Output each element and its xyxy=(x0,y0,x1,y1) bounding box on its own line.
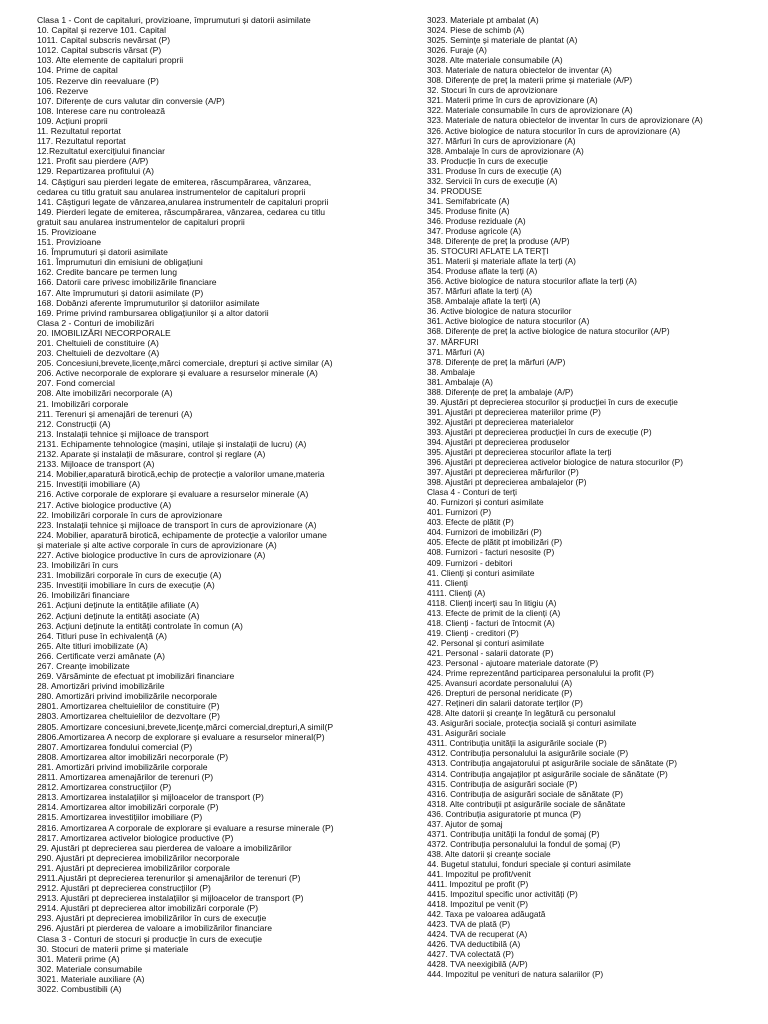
account-line: 358. Ambalaje aflate la terți (A) xyxy=(427,296,541,307)
account-line: 109. Acțiuni proprii xyxy=(37,115,108,126)
account-line: 4311. Contribuția unității la asigurările sociale (P) xyxy=(427,738,607,749)
account-line: 2133. Mijloace de transport (A) xyxy=(37,459,155,470)
account-line: 162. Credite bancare pe termen lung xyxy=(37,267,177,278)
account-line: 38. Ambalaje xyxy=(427,366,475,377)
account-line: 357. Mărfuri aflate la terți (A) xyxy=(427,286,533,297)
account-line: 1011. Capital subscris nevărsat (P) xyxy=(37,35,171,46)
account-line: 437. Ajutor de șomaj xyxy=(427,818,503,829)
account-line: 212. Construcții (A) xyxy=(37,418,111,429)
account-line: 30. Stocuri de materii prime și materiale xyxy=(37,943,189,954)
account-line: 4316. Contribuția de asigurări sociale de sănătate (P) xyxy=(427,788,624,799)
account-line: 327. Mărfuri în curs de aprovizionare (A) xyxy=(427,135,576,146)
account-line: 14. Câștiguri sau pierderi legate de emiterea, răscumpărarea, vânzarea, xyxy=(37,176,312,187)
account-line: 368. Diferențe de preț la active biologice de natura stocurilor (A/P) xyxy=(427,326,670,337)
account-line: 28. Amortizări privind imobilizările xyxy=(37,681,165,692)
account-line: 263. Acțiuni deținute la entități controlate în comun (A) xyxy=(37,620,243,631)
account-line: 381. Ambalaje (A) xyxy=(427,376,493,387)
account-line: 4423. TVA de plată (P) xyxy=(427,919,511,930)
account-line: 265. Alte titluri imobilizate (A) xyxy=(37,640,148,651)
account-line: 408. Furnizori - facturi nesosite (P) xyxy=(427,547,555,558)
account-line: 394. Ajustări pt deprecierea produselor xyxy=(427,436,570,447)
account-line: 215. Investiții imobiliare (A) xyxy=(37,479,141,490)
account-line: 2816. Amortizarea A corporale de explorare și evaluare a resurse minerale (P) xyxy=(37,822,334,833)
account-line: 3022. Combustibili (A) xyxy=(37,984,122,994)
account-line: 423. Personal - ajutoare materiale datorate (P) xyxy=(427,658,599,668)
account-line: 301. Materii prime (A) xyxy=(37,953,120,964)
account-line: 4111. Clienți (A) xyxy=(427,587,486,598)
account-line: 3024. Piese de schimb (A) xyxy=(427,25,525,36)
account-line: 378. Diferențe de preț la mărfuri (A/P) xyxy=(427,356,566,367)
account-line: 348. Diferențe de preț la produse (A/P) xyxy=(427,236,570,247)
account-line: 29. Ajustări pt deprecierea sau pierderea de valoare a imobilizărilor xyxy=(37,842,292,853)
account-line: 26. Imobilizări financiare xyxy=(37,590,130,601)
account-line: 40. Furnizori și conturi asimilate xyxy=(427,497,544,508)
account-line: 43. Asigurări sociale, protecția socială și conturi asimilate xyxy=(427,718,637,729)
account-line: 361. Active biologice de natura stocurilor (A) xyxy=(427,316,590,327)
account-line: 3028. Alte materiale consumabile (A) xyxy=(427,55,563,66)
account-line: 11. Rezultatul reportat xyxy=(37,126,121,137)
account-line: 2914. Ajustări pt deprecierea altor imobilizări corporale (P) xyxy=(37,903,259,914)
account-line: 3026. Furaje (A) xyxy=(427,45,487,56)
account-line: 427. Rețineri din salarii datorate terților (P) xyxy=(427,698,583,709)
account-line: 2807. Amortizarea fondului comercial (P) xyxy=(37,741,193,752)
account-line: 104. Prime de capital xyxy=(37,65,118,76)
account-line: 326. Active biologice de natura stocurilor în curs de aprovizionare (A) xyxy=(427,125,681,136)
account-line: 166. Datorii care privesc imobilizările financiare xyxy=(37,277,217,288)
account-line: 3025. Semințe și materiale de plantat (A) xyxy=(427,35,578,46)
account-line: 201. Cheltuieli de constituire (A) xyxy=(37,338,159,348)
account-line: 413. Efecte de primit de la clienți (A) xyxy=(427,607,561,618)
account-line: 396. Ajustări pt deprecierea activelor biologice de natura stocurilor (P) xyxy=(427,457,683,468)
account-line: 4118. Clienți incerți sau în litigiu (A) xyxy=(427,597,557,608)
account-line: 397. Ajustări pt deprecierea mărfurilor (P) xyxy=(427,467,579,478)
account-line: 332. Servicii în curs de execuție (A) xyxy=(427,175,558,186)
account-line: 393. Ajustări pt deprecierea producției în curs de execuție (P) xyxy=(427,426,652,437)
account-line: 3023. Materiale pt ambalat (A) xyxy=(427,15,539,25)
account-line: 419. Clienți - creditori (P) xyxy=(427,627,519,638)
account-line: 2811. Amortizarea amenajărilor de terenuri (P) xyxy=(37,772,214,783)
account-line: 217. Active biologice productive (A) xyxy=(37,499,172,510)
account-line: 167. Alte împrumuturi și datorii asimilate (P) xyxy=(37,287,204,298)
account-line: 4312. Contribuția personalului la asigurările sociale (P) xyxy=(427,748,629,759)
account-line: 323. Materiale de natura obiectelor de inventar în curs de aprovizionare (A) xyxy=(427,115,703,126)
account-line: 398. Ajustări pt deprecierea ambalajelor (P) xyxy=(427,477,587,488)
account-line: 395. Ajustări pt deprecierea stocurilor aflate la terți xyxy=(427,447,612,458)
account-line: 421. Personal - salarii datorate (P) xyxy=(427,647,554,658)
account-line: 426. Drepturi de personal neridicate (P) xyxy=(427,688,573,699)
account-line: 20. IMOBILIZĂRI NECORPORALE xyxy=(37,327,171,338)
account-line: 216. Active corporale de explorare și evaluare a resurselor minerale (A) xyxy=(37,489,309,500)
account-line: 203. Cheltuieli de dezvoltare (A) xyxy=(37,348,160,359)
account-line: și materiale și alte active corporale în curs de aprovizionare (A) xyxy=(37,539,277,550)
account-line: 391. Ajustări pt deprecierea materiilor prime (P) xyxy=(427,406,601,417)
account-line: 354. Produse aflate la terți (A) xyxy=(427,266,538,277)
account-line: 2808. Amortizarea altor imobilizări necorporale (P) xyxy=(37,751,229,762)
account-line: 2913. Ajustări pt deprecierea instalațiilor și mijloacelor de transport (P) xyxy=(37,893,304,904)
account-line: 207. Fond comercial xyxy=(37,378,115,389)
account-line: 42. Personal și conturi asimilate xyxy=(427,637,545,648)
account-line: 442. Taxa pe valoarea adăugată xyxy=(427,909,546,920)
account-line: 4428. TVA neexigibilă (A/P) xyxy=(427,959,528,970)
account-line: 106. Rezerve xyxy=(37,85,89,96)
account-line: 296. Ajustări pt pierderea de valoare a imobilizărilor financiare xyxy=(37,923,273,934)
account-line: 356. Active biologice de natura stocurilor aflate la terți (A) xyxy=(427,276,637,287)
account-line: 328. Ambalaje în curs de aprovizionare (A) xyxy=(427,145,584,156)
account-line: 280. Amortizări privind imobilizările necorporale xyxy=(37,691,218,702)
account-line: 418. Clienți - facturi de întocmit (A) xyxy=(427,617,555,628)
account-line: 444. Impozitul pe venituri de natura salariilor (P) xyxy=(427,969,604,980)
account-line: 168. Dobânzi aferente împrumuturilor și datoriilor asimilate xyxy=(37,297,260,308)
account-line: 347. Produse agricole (A) xyxy=(427,225,522,236)
account-line: 331. Produse în curs de execuție (A) xyxy=(427,165,562,176)
account-line: Clasa 2 - Conturi de imobilizări xyxy=(37,317,155,328)
account-line: 235. Investiții imobiliare în curs de execuție (A) xyxy=(37,580,215,591)
account-line: 121. Profit sau pierdere (A/P) xyxy=(37,156,149,167)
account-line: 1012. Capital subscris vărsat (P) xyxy=(37,45,162,56)
account-line: 2812. Amortizarea construcțiilor (P) xyxy=(37,782,172,793)
account-line: 2806.Amortizarea A necorp de explorare și evaluare a resurselor mineral(P) xyxy=(37,731,325,742)
account-line: 105. Rezerve din reevaluare (P) xyxy=(37,75,159,86)
account-line: 21. Imobilizări corporale xyxy=(37,398,129,409)
account-line: 346. Produse reziduale (A) xyxy=(427,215,526,226)
account-line: 303. Materiale de natura obiectelor de inventar (A) xyxy=(427,65,612,76)
account-line: 36. Active biologice de natura stocurilor xyxy=(427,306,572,317)
account-line: 345. Produse finite (A) xyxy=(427,205,510,216)
account-line: 35. STOCURI AFLATE LA TERȚI xyxy=(427,246,549,257)
account-line: 108. Interese care nu controlează xyxy=(37,105,166,116)
account-line: 322. Materiale consumabile în curs de aprovizionare (A) xyxy=(427,105,633,116)
account-line: 4426. TVA deductibilă (A) xyxy=(427,939,521,950)
account-line: 16. Împrumuturi și datorii asimilate xyxy=(37,247,168,258)
account-line: 281. Amortizări privind imobilizările corporale xyxy=(37,761,208,772)
account-line: 2814. Amortizarea altor imobilizări corporale (P) xyxy=(37,802,219,813)
account-line: 341. Semifabricate (A) xyxy=(427,195,510,206)
account-line: 405. Efecte de plătit pt imobilizări (P) xyxy=(427,537,563,548)
account-line: 401. Furnizori (P) xyxy=(427,507,492,518)
account-line: 388. Diferențe de preț la ambalaje (A/P) xyxy=(427,386,574,397)
account-line: 213. Instalații tehnice și mijloace de transport xyxy=(37,428,209,439)
account-line: 2131. Echipamente tehnologice (mașini, utilaje și instalații de lucru) (A) xyxy=(37,438,307,449)
account-line: 23. Imobilizări în curs xyxy=(37,560,119,571)
account-line: 4411. Impozitul pe profit (P) xyxy=(427,879,529,890)
account-line: 231. Imobilizări corporale în curs de execuție (A) xyxy=(37,570,222,581)
account-line: 262. Acțiuni deținute la entități asociate (A) xyxy=(37,610,200,621)
account-line: 22. Imobilizări corporale în curs de aprovizionare xyxy=(37,509,223,520)
account-line: 149. Pierderi legate de emiterea, răscumpărarea, vânzarea, cedarea cu titlu xyxy=(37,206,326,217)
account-line: 4313. Contribuția angajatorului pt asigurările sociale de sănătate (P) xyxy=(427,758,677,769)
account-line: 404. Furnizori de imobilizări (P) xyxy=(427,527,542,538)
account-line: 205. Concesiuni,brevete,licențe,mărci comerciale, drepturi și active similar (A) xyxy=(37,358,333,369)
account-line: 32. Stocuri în curs de aprovizionare xyxy=(427,85,558,96)
account-line: 107. Diferențe de curs valutar din conversie (A/P) xyxy=(37,95,225,106)
account-line: 261. Acțiuni deținute la entitățile afiliate (A) xyxy=(37,600,199,611)
account-line: 438. Alte datorii și creanțe sociale xyxy=(427,848,551,859)
account-line: 411. Clienți xyxy=(427,577,468,588)
account-line: 211. Terenuri și amenajări de terenuri (A) xyxy=(37,408,193,419)
account-line: 161. Împrumuturi din emisiuni de obligațiuni xyxy=(37,257,203,268)
account-line: 4418. Impozitul pe venit (P) xyxy=(427,899,528,910)
account-line: 436. Contribuția asiguratorie pt munca (P) xyxy=(427,808,582,819)
account-line: 293. Ajustări pt deprecierea imobilizărilor în curs de execuție xyxy=(37,913,267,924)
account-line: 208. Alte imobilizări necorporale (A) xyxy=(37,388,173,399)
account-line: 129. Repartizarea profitului (A) xyxy=(37,166,155,177)
account-line: 41. Clienți și conturi asimilate xyxy=(427,567,535,578)
right-account-column xyxy=(427,15,762,980)
account-line: 2911.Ajustări pt deprecierea terenurilor și amenajărilor de terenuri (P) xyxy=(37,872,301,883)
account-line: 2817. Amortizarea activelor biologice productive (P) xyxy=(37,832,234,843)
account-line: 151. Provizioane xyxy=(37,237,102,248)
account-line: 2815. Amortizarea investițiilor imobiliare (P) xyxy=(37,812,203,823)
account-line: 425. Avansuri acordate personalului (A) xyxy=(427,678,573,689)
account-line: 291. Ajustări pt deprecierea imobilizărilor corporale xyxy=(37,862,230,873)
account-line: 103. Alte elemente de capitaluri proprii xyxy=(37,55,184,66)
account-line: 4427. TVA colectată (P) xyxy=(427,949,514,960)
account-line: 371. Mărfuri (A) xyxy=(427,346,485,357)
account-line: 302. Materiale consumabile xyxy=(37,963,143,974)
account-line: 2801. Amortizarea cheltuielilor de constituire (P) xyxy=(37,701,220,712)
account-line: 424. Prime reprezentând participarea personalului la profit (P) xyxy=(427,668,654,679)
account-line: 2805. Amortizare concesiuni,brevete,licențe,mărci comercial,drepturi,A simil(P xyxy=(37,721,334,732)
account-line: Clasa 1 - Cont de capitaluri, provizioane, împrumuturi și datorii asimilate xyxy=(37,15,311,25)
account-line: 117. Rezultatul reportat xyxy=(37,136,126,147)
account-line: 33. Producție în curs de execuție xyxy=(427,155,548,166)
account-line: 308. Diferențe de preț la materii prime și materiale (A/P) xyxy=(427,75,633,86)
account-line: 169. Prime privind rambursarea obligațiunilor și a altor datorii xyxy=(37,307,269,318)
account-line: 4415. Impozitul specific unor activități (P) xyxy=(427,889,578,900)
account-line: 3021. Materiale auxiliare (A) xyxy=(37,973,145,984)
account-line: 10. Capital și rezerve 101. Capital xyxy=(37,25,166,36)
account-line: 12.Rezultatul exercițiului financiar xyxy=(37,146,166,157)
account-line: 214. Mobilier,aparatură birotică,echip de protecție a valorilor umane,materia xyxy=(37,469,325,480)
account-line: Clasa 3 - Conturi de stocuri și producție în curs de execuție xyxy=(37,933,262,944)
account-line: 15. Provizioane xyxy=(37,226,97,237)
account-line: 37. MĂRFURI xyxy=(427,336,479,347)
account-line: 409. Furnizori - debitori xyxy=(427,557,513,568)
account-line: 2803. Amortizarea cheltuielilor de dezvoltare (P) xyxy=(37,711,220,722)
account-line: 44. Bugetul statului, fonduri speciale și conturi asimilate xyxy=(427,858,631,869)
account-line: 441. Impozitul pe profit/venit xyxy=(427,868,531,879)
account-line: 266. Certificate verzi amânate (A) xyxy=(37,650,166,661)
account-line: 321. Materii prime în curs de aprovizionare (A) xyxy=(427,95,598,106)
account-line: 392. Ajustări pt deprecierea materialelor xyxy=(427,416,574,427)
account-line: 2132. Aparate și instalații de măsurare, control și reglare (A) xyxy=(37,449,266,460)
account-line: 223. Instalații tehnice și mijloace de transport în curs de aprovizionare (A) xyxy=(37,519,317,530)
account-line: 39. Ajustări pt deprecierea stocurilor și producției în curs de execuție xyxy=(427,396,678,407)
account-line: 224. Mobilier, aparatură birotică, echipamente de protecție a valorilor umane xyxy=(37,529,327,540)
account-line: 269. Vărsăminte de efectuat pt imobilizări financiare xyxy=(37,671,235,682)
account-line: 4315. Contribuția de asigurări sociale (P) xyxy=(427,778,578,789)
account-line: 290. Ajustări pt deprecierea imobilizărilor necorporale xyxy=(37,852,240,863)
account-line: 206. Active necorporale de explorare și evaluare a resurselor minerale (A) xyxy=(37,368,318,379)
left-account-column xyxy=(37,15,382,994)
account-line: 2912. Ajustări pt deprecierea construcțiilor (P) xyxy=(37,883,211,894)
account-line: 431. Asigurări sociale xyxy=(427,728,506,739)
account-line: 4371. Contribuția unității la fondul de șomaj (P) xyxy=(427,828,600,839)
account-line: 264. Titluri puse în echivalență (A) xyxy=(37,630,167,641)
account-line: 428. Alte datorii și creanțe în legătură cu personalul xyxy=(427,708,616,719)
account-line: 227. Active biologice productive în curs de aprovizionare (A) xyxy=(37,549,266,560)
account-line: 4424. TVA de recuperat (A) xyxy=(427,929,528,940)
account-line: 267. Creanțe imobilizate xyxy=(37,661,130,671)
account-line: 403. Efecte de plătit (P) xyxy=(427,517,514,528)
account-line: 4314. Contribuția angajaților pt asigurările sociale de sănătate (P) xyxy=(427,768,668,779)
account-line: Clasa 4 - Conturi de terți xyxy=(427,487,517,498)
account-line: 141. Câștiguri legate de vânzarea,anularea instrumentelr de capitaluri proprii xyxy=(37,196,329,207)
account-line: cedarea cu titlu gratuit sau anularea instrumentelor de capitaluri proprii xyxy=(37,186,306,197)
account-line: 2813. Amortizarea instalațiilor și mijloacelor de transport (P) xyxy=(37,792,264,803)
account-line: 351. Materii și materiale aflate la terți (A) xyxy=(427,256,576,267)
account-line: 4372. Contribuția personalului la fondul de șomaj (P) xyxy=(427,838,621,849)
account-line: gratuit sau anularea instrumentelor de capitaluri proprii xyxy=(37,216,245,227)
account-line: 4318. Alte contribuții pt asigurările sociale de sănătate xyxy=(427,798,626,809)
account-line: 34. PRODUSE xyxy=(427,185,482,196)
